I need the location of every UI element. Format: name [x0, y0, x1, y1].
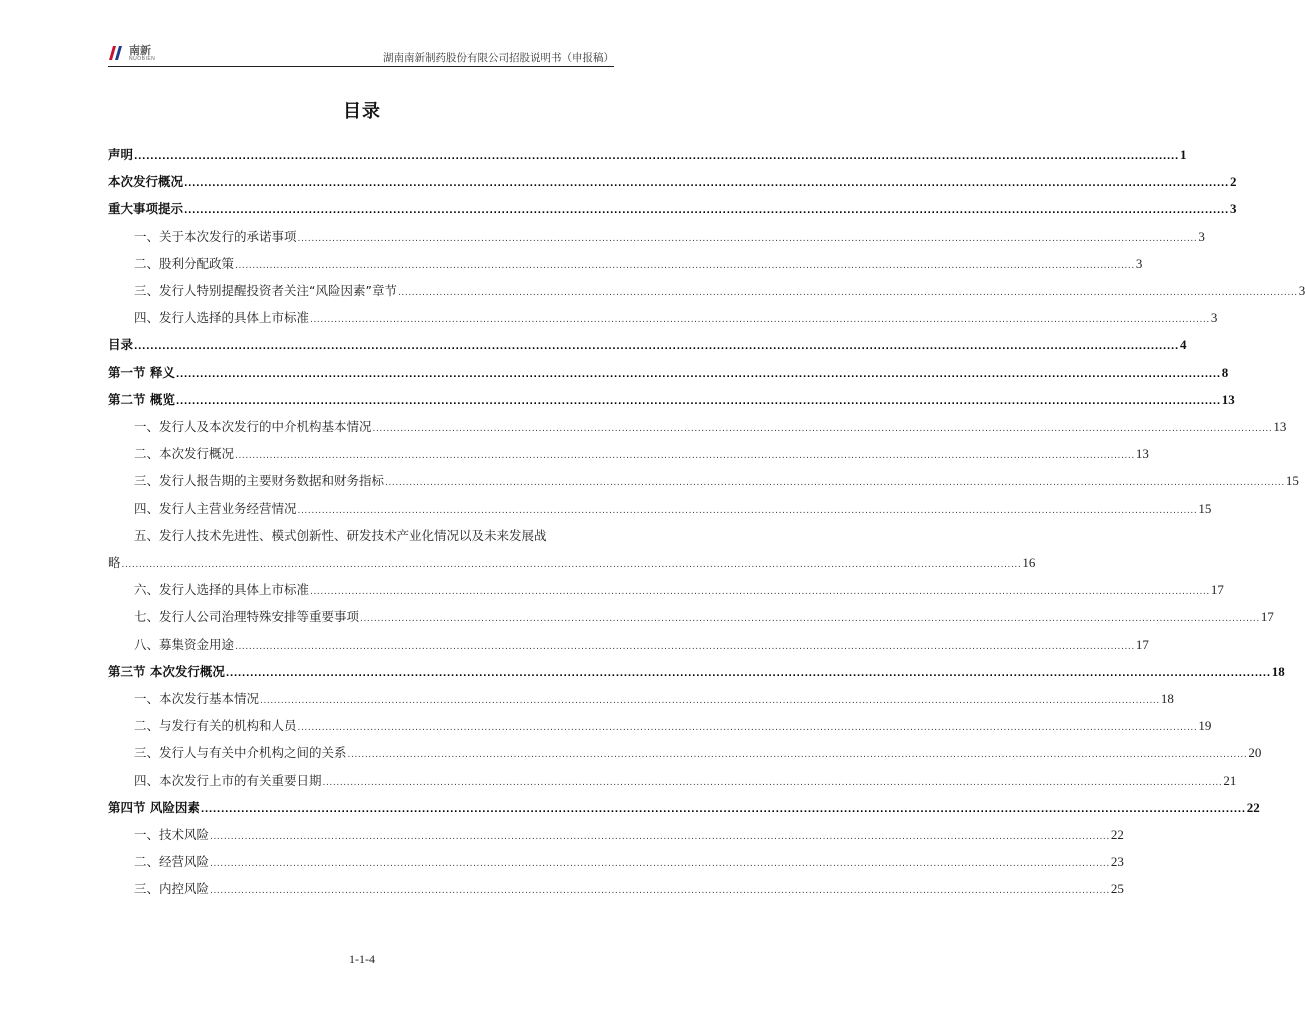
toc-page-number: 3: [1210, 310, 1218, 326]
toc-dot-leader: ....................................................................................................................................................................................................................................................................: [235, 641, 1135, 652]
toc-page-number: 16: [1022, 555, 1036, 570]
toc-page-number: 3: [1135, 255, 1143, 271]
toc-subsection-entry[interactable]: [108, 439, 1149, 462]
toc-page-number: 17: [1210, 582, 1224, 598]
toc-entry[interactable]: [108, 521, 614, 543]
toc-dot-leader: ....................................................................................................................................................................................................................................................................: [397, 288, 1298, 298]
toc-dot-leader: ....................................................................................................................................................................................................................................................................: [175, 369, 1221, 380]
toc-dot-leader: ....................................................................................................................................................................................................................................................................: [134, 342, 1179, 353]
page-title: 目录: [343, 101, 381, 122]
toc-entry-title: 重大事项提示: [108, 201, 184, 217]
toc-page-number: 19: [1198, 718, 1212, 734]
toc-section-entry[interactable]: [108, 194, 1237, 217]
toc-section-entry[interactable]: [108, 657, 1285, 679]
toc-dot-leader: ....................................................................................................................................................................................................................................................................: [322, 777, 1223, 788]
toc-subsection-entry[interactable]: [108, 494, 1212, 516]
toc-dot-leader: ....................................................................................................................................................................................................................................................................: [210, 886, 1110, 897]
toc-dot-leader: ....................................................................................................................................................................................................................................................................: [210, 859, 1110, 870]
company-logo: [108, 42, 155, 64]
toc-page-number: 3: [1229, 201, 1237, 217]
toc-section-entry[interactable]: [108, 330, 1187, 353]
toc-entry-title: 第二节 概览: [108, 391, 175, 407]
toc-entry-title: 四、本次发行上市的有关重要日期: [134, 772, 322, 788]
toc-dot-leader: ....................................................................................................................................................................................................................................................................: [310, 587, 1210, 598]
toc-entry-title: 声明: [108, 147, 134, 162]
toc-page-number: 15: [1285, 473, 1299, 489]
toc-dot-leader: ....................................................................................................................................................................................................................................................................: [225, 668, 1271, 679]
toc-entry-title: 四、发行人主营业务经营情况: [134, 500, 297, 516]
toc-dot-leader: ....................................................................................................................................................................................................................................................................: [297, 723, 1198, 734]
toc-dot-leader: ....................................................................................................................................................................................................................................................................: [297, 505, 1198, 516]
toc-dot-leader: ....................................................................................................................................................................................................................................................................: [121, 560, 1022, 570]
toc-page-number: 4: [1179, 337, 1187, 353]
toc-dot-leader: ....................................................................................................................................................................................................................................................................: [175, 396, 1221, 407]
toc-subsection-entry[interactable]: [108, 222, 1205, 244]
toc-page-number: 1: [1179, 147, 1187, 162]
toc-section-entry[interactable]: [108, 358, 1229, 380]
toc-section-entry[interactable]: [108, 793, 1260, 815]
toc-entry-title: 一、技术风险: [134, 827, 210, 842]
toc-page-number: 22: [1110, 827, 1124, 842]
toc-page-number: 22: [1246, 799, 1260, 815]
page-header: [108, 40, 614, 66]
toc-section-entry[interactable]: [108, 385, 1235, 407]
page-number: 1-1-4: [349, 952, 375, 966]
toc-subsection-entry[interactable]: [108, 412, 1287, 434]
toc-subsection-entry[interactable]: [108, 575, 1224, 598]
toc-subsection-entry[interactable]: [108, 684, 1174, 706]
toc-page-number: 15: [1198, 500, 1212, 516]
toc-section-entry[interactable]: [108, 167, 1237, 190]
toc-page-number: 17: [1135, 636, 1149, 652]
toc-entry-title: 六、发行人选择的具体上市标准: [134, 582, 310, 598]
toc-entry-title: 五、发行人技术先进性、模式创新性、研发技术产业化情况以及未来发展战: [134, 527, 547, 543]
header-divider: [108, 66, 614, 67]
toc-subsection-entry[interactable]: [108, 602, 1274, 625]
toc-page-number: 17: [1260, 609, 1274, 625]
toc-subsection-entry[interactable]: [108, 630, 1149, 652]
toc-dot-leader: ....................................................................................................................................................................................................................................................................: [385, 478, 1285, 489]
toc-entry-title: 二、本次发行概况: [134, 446, 235, 462]
toc-entry-title-continued: 略: [108, 555, 121, 570]
toc-entry-title: 第三节 本次发行概况: [108, 663, 225, 679]
toc-entry-title: 八、募集资金用途: [134, 636, 235, 652]
toc-entry-title: 二、股利分配政策: [134, 255, 235, 271]
toc-entry-title: 二、经营风险: [134, 854, 210, 870]
document-title: 湖南南新制药股份有限公司招股说明书（申报稿）: [383, 52, 614, 64]
toc-dot-leader: ....................................................................................................................................................................................................................................................................: [310, 315, 1210, 326]
toc-page-number: 21: [1223, 772, 1237, 788]
toc-section-entry[interactable]: [108, 140, 1187, 162]
toc-page-number: 25: [1110, 881, 1124, 897]
company-logo-icon: [108, 44, 126, 62]
toc-entry-title: 第四节 风险因素: [108, 799, 200, 815]
toc-page-number: 18: [1271, 663, 1285, 679]
toc-subsection-entry[interactable]: [108, 820, 1124, 842]
toc-entry-title: 七、发行人公司治理特殊安排等重要事项: [134, 609, 360, 625]
toc-page-number: 8: [1221, 364, 1229, 380]
toc-dot-leader: ....................................................................................................................................................................................................................................................................: [210, 832, 1110, 842]
toc-entry-title: 本次发行概况: [108, 174, 184, 190]
toc-page-number: 13: [1135, 446, 1149, 462]
toc-dot-leader: ....................................................................................................................................................................................................................................................................: [134, 152, 1179, 162]
toc-subsection-entry[interactable]: [108, 766, 1237, 788]
logo-chinese-text: 南新: [129, 43, 151, 57]
toc-page-number: 3: [1198, 228, 1205, 244]
toc-dot-leader: ....................................................................................................................................................................................................................................................................: [360, 614, 1260, 625]
toc-page-number: 3: [1298, 283, 1305, 298]
toc-entry-title: 一、发行人及本次发行的中介机构基本情况: [134, 419, 372, 434]
toc-dot-leader: ....................................................................................................................................................................................................................................................................: [235, 260, 1135, 271]
toc-dot-leader: ....................................................................................................................................................................................................................................................................: [260, 696, 1160, 706]
toc-entry-title: 三、发行人特别提醒投资者关注“风险因素”章节: [134, 283, 397, 298]
toc-entry-title: 一、关于本次发行的承诺事项: [134, 228, 297, 244]
toc-entry-title: 三、内控风险: [134, 881, 210, 897]
toc-subsection-entry[interactable]: [108, 711, 1212, 734]
logo-english-text: NUOBIEN: [129, 55, 156, 62]
toc-entry-title: 一、本次发行基本情况: [134, 691, 260, 706]
toc-entry-title: 三、发行人与有关中介机构之间的关系: [134, 745, 347, 761]
toc-dot-leader: ....................................................................................................................................................................................................................................................................: [347, 750, 1248, 761]
toc-entry-title: 目录: [108, 337, 134, 353]
toc-page-number: 23: [1110, 854, 1124, 870]
toc-page-number: 2: [1229, 174, 1237, 190]
toc-page-number: 20: [1248, 745, 1262, 761]
toc-subsection-entry[interactable]: [108, 466, 1299, 489]
toc-dot-leader: ....................................................................................................................................................................................................................................................................: [372, 424, 1273, 434]
toc-dot-leader: ....................................................................................................................................................................................................................................................................: [200, 804, 1246, 815]
toc-subsection-entry[interactable]: [108, 249, 1143, 271]
toc-dot-leader: ....................................................................................................................................................................................................................................................................: [184, 206, 1229, 217]
toc-entry-title: 二、与发行有关的机构和人员: [134, 718, 297, 734]
toc-subsection-entry[interactable]: [108, 303, 1218, 326]
toc-subsection-entry[interactable]: [108, 874, 1124, 897]
toc-page-number: 13: [1221, 391, 1235, 407]
toc-entry-title: 三、发行人报告期的主要财务数据和财务指标: [134, 473, 385, 489]
toc-entry-continuation[interactable]: [108, 548, 1036, 570]
toc-dot-leader: ....................................................................................................................................................................................................................................................................: [235, 451, 1135, 462]
toc-entry-title: 第一节 释义: [108, 364, 175, 380]
toc-subsection-entry[interactable]: [108, 276, 1305, 298]
toc-dot-leader: ....................................................................................................................................................................................................................................................................: [184, 179, 1229, 190]
toc-page-number: 13: [1273, 419, 1287, 434]
toc-subsection-entry[interactable]: [108, 847, 1124, 870]
toc-page-number: 18: [1160, 691, 1174, 706]
toc-dot-leader: ....................................................................................................................................................................................................................................................................: [297, 233, 1198, 244]
toc-entry-title: 四、发行人选择的具体上市标准: [134, 310, 310, 326]
toc-subsection-entry[interactable]: [108, 738, 1262, 761]
